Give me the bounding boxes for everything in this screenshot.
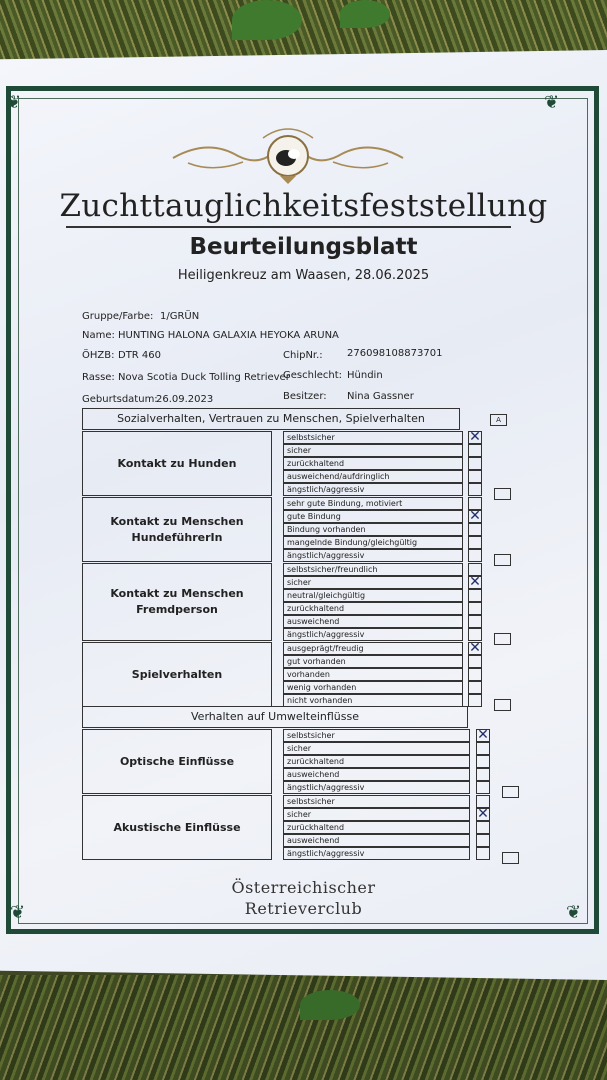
category-label: Spielverhalten [82, 642, 272, 707]
option-checkbox[interactable] [468, 668, 482, 681]
rasse-value: Nova Scotia Duck Tolling Retriever [118, 372, 290, 383]
option-label: ausweichend/aufdringlich [283, 470, 463, 483]
corner-ornament-icon: ❦ [566, 902, 582, 923]
club-emblem-icon [168, 118, 408, 188]
option-label: selbstsicher [283, 795, 470, 808]
option-label: ängstlich/aggressiv [283, 781, 470, 794]
chip-label: ChipNr.: [283, 350, 323, 361]
category-label: Akustische Einflüsse [82, 795, 272, 860]
footer-club-name-line2: Retrieverclub [244, 899, 363, 918]
option-label: selbstsicher/freundlich [283, 563, 463, 576]
option-checkbox[interactable] [468, 694, 482, 707]
corner-ornament-icon: ❦ [10, 902, 26, 923]
option-checkbox[interactable] [468, 602, 482, 615]
option-checkbox[interactable] [468, 536, 482, 549]
option-checkbox[interactable]: ✕ [469, 429, 481, 445]
option-label: zurückhaltend [283, 821, 470, 834]
geburt-value: 26.09.2023 [156, 394, 214, 405]
option-label: gut vorhanden [283, 655, 463, 668]
option-label: ausweichend [283, 768, 470, 781]
option-label: ängstlich/aggressiv [283, 549, 463, 562]
option-label: gute Bindung [283, 510, 463, 523]
option-checkbox[interactable]: ✕ [469, 508, 481, 524]
grass-background-bottom [0, 975, 607, 1080]
option-label: ängstlich/aggressiv [283, 847, 470, 860]
name-value: HUNTING HALONA GALAXIA HEYOKA ARUNA [118, 330, 339, 341]
document-subtitle: Beurteilungsblatt [189, 234, 418, 260]
corner-ornament-icon: ❦ [6, 92, 22, 113]
option-label: selbstsicher [283, 431, 463, 444]
option-checkbox[interactable]: ✕ [477, 806, 489, 822]
besitzer-value: Nina Gassner [347, 391, 414, 402]
leaf-decoration [300, 990, 360, 1020]
category-label: Kontakt zu Hunden [82, 431, 272, 496]
document-title: Zuchttauglichkeitsfeststellung [59, 188, 548, 224]
option-label: ausgeprägt/freudig [283, 642, 463, 655]
option-label: wenig vorhanden [283, 681, 463, 694]
gruppe-value: 1/GRÜN [160, 311, 200, 322]
option-label: sicher [283, 742, 470, 755]
section-sozialverhalten-heading: Sozialverhalten, Vertrauen zu Menschen, Spielverhalten [82, 408, 460, 430]
option-label: sicher [283, 444, 463, 457]
option-label: nicht vorhanden [283, 694, 463, 707]
option-label: Bindung vorhanden [283, 523, 463, 536]
option-checkbox[interactable] [468, 470, 482, 483]
option-label: zurückhaltend [283, 602, 463, 615]
option-checkbox[interactable] [468, 457, 482, 470]
option-checkbox[interactable] [476, 834, 490, 847]
option-checkbox[interactable] [468, 444, 482, 457]
option-checkbox[interactable] [468, 681, 482, 694]
option-label: ausweichend [283, 615, 463, 628]
option-label: zurückhaltend [283, 457, 463, 470]
option-label: sehr gute Bindung, motiviert [283, 497, 463, 510]
option-checkbox[interactable] [468, 589, 482, 602]
option-checkbox[interactable] [468, 615, 482, 628]
name-label: Name: [82, 330, 115, 341]
option-label: ausweichend [283, 834, 470, 847]
title-underline [66, 226, 511, 228]
section-umwelt-heading: Verhalten auf Umwelteinflüsse [82, 706, 468, 728]
oehzb-value: DTR 460 [118, 350, 162, 361]
rasse-label: Rasse: [82, 372, 115, 383]
option-label: selbstsicher [283, 729, 470, 742]
geburt-label: Geburtsdatum: [82, 394, 158, 405]
leaf-decoration [340, 0, 390, 28]
option-checkbox[interactable]: ✕ [469, 574, 481, 590]
oehzb-label: ÖHZB: [82, 350, 115, 361]
option-checkbox[interactable] [476, 847, 490, 860]
option-checkbox[interactable] [476, 755, 490, 768]
category-label: Kontakt zu Menschen Fremdperson [82, 563, 272, 641]
option-label: vorhanden [283, 668, 463, 681]
chip-value: 276098108873701 [347, 348, 443, 359]
leaf-decoration [232, 0, 302, 40]
option-checkbox[interactable]: ✕ [477, 727, 489, 743]
category-label: Optische Einflüsse [82, 729, 272, 794]
option-checkbox[interactable] [468, 655, 482, 668]
geschlecht-label: Geschlecht: [283, 370, 343, 381]
section-result-box: A [490, 414, 507, 426]
option-checkbox[interactable] [476, 742, 490, 755]
option-checkbox[interactable] [468, 549, 482, 562]
option-label: sicher [283, 808, 470, 821]
option-label: mangelnde Bindung/gleichgültig [283, 536, 463, 549]
option-label: zurückhaltend [283, 755, 470, 768]
category-result-box[interactable] [494, 488, 511, 500]
besitzer-label: Besitzer: [283, 391, 327, 402]
option-checkbox[interactable] [468, 523, 482, 536]
option-checkbox[interactable] [476, 781, 490, 794]
gruppe-label: Gruppe/Farbe: [82, 311, 154, 322]
category-result-box[interactable] [502, 786, 519, 798]
corner-ornament-icon: ❦ [544, 92, 560, 113]
option-label: neutral/gleichgültig [283, 589, 463, 602]
category-label: Kontakt zu Menschen HundeführerIn [82, 497, 272, 562]
option-checkbox[interactable] [468, 483, 482, 496]
geschlecht-value: Hündin [347, 370, 383, 381]
category-result-box[interactable] [494, 554, 511, 566]
category-result-box[interactable] [502, 852, 519, 864]
option-label: sicher [283, 576, 463, 589]
option-label: ängstlich/aggressiv [283, 628, 463, 641]
option-label: ängstlich/aggressiv [283, 483, 463, 496]
footer-club-name-line1: Österreichischer [231, 878, 376, 897]
option-checkbox[interactable]: ✕ [469, 640, 481, 656]
option-checkbox[interactable] [476, 821, 490, 834]
location-date: Heiligenkreuz am Waasen, 28.06.2025 [177, 268, 430, 283]
category-result-box[interactable] [494, 633, 511, 645]
option-checkbox[interactable] [476, 768, 490, 781]
category-result-box[interactable] [494, 699, 511, 711]
